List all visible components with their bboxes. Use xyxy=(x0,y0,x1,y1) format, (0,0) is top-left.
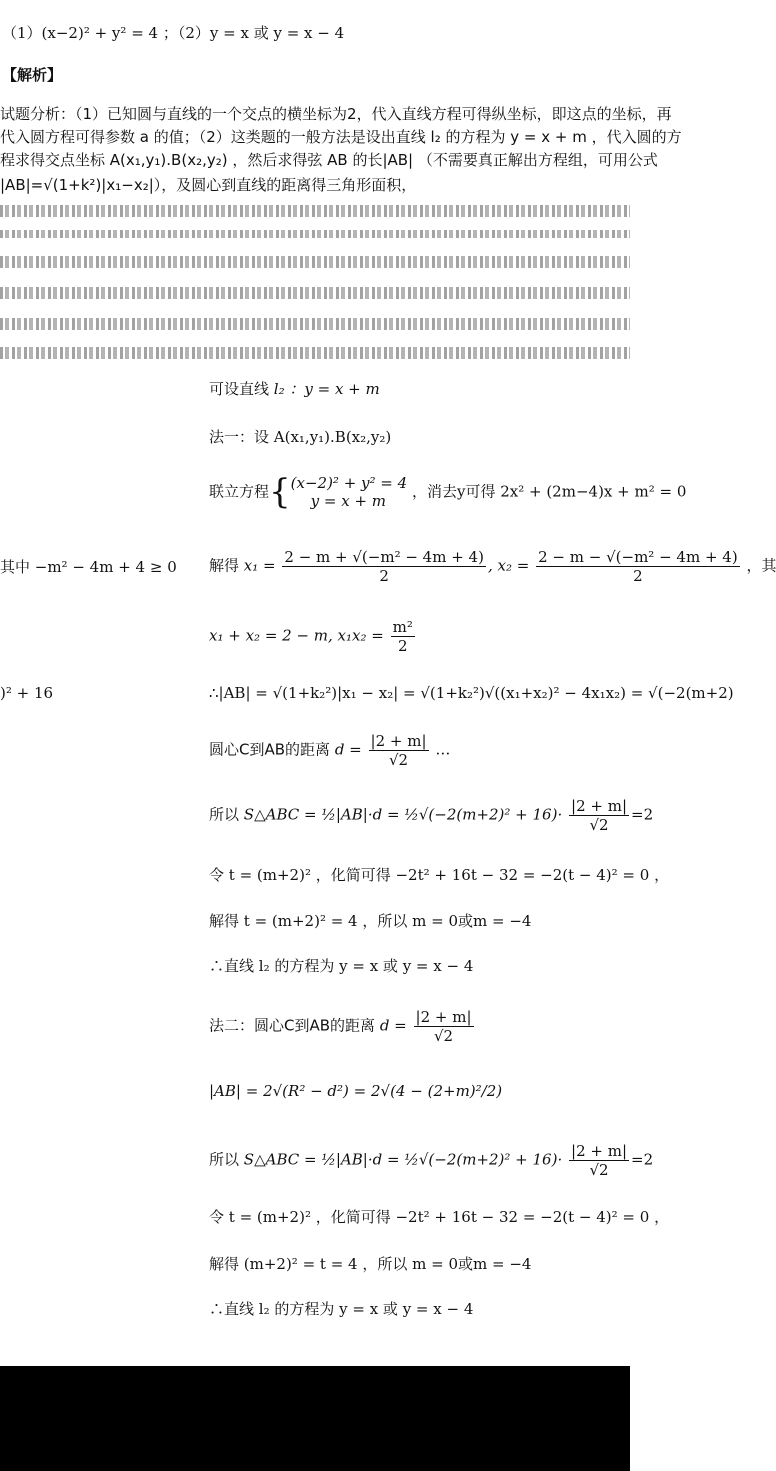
left-fragment-2: )² + 16 xyxy=(0,684,54,702)
step-16: 解得 (m+2)² = t = 4 ，所以 m = 0或m = −4 xyxy=(209,1255,532,1273)
intro-line-3: 程求得交点坐标 A(x₁,y₁).B(x₂,y₂) ，然后求得弦 AB 的长|AB| （不需要真正解出方程组，可用公式 xyxy=(0,151,658,169)
garbled-line xyxy=(0,205,630,217)
step-6: ∴|AB| = √(1+k₂²)|x₁ − x₂| = √(1+k₂²)√((x₁+x₂)² − 4x₁x₂) = √(−2(m+2) xyxy=(209,684,734,702)
intro-line-2: 代入圆方程可得参数 a 的值；（2）这类题的一般方法是设出直线 l₂ 的方程为 y = x + m ，代入圆的方 xyxy=(0,128,682,146)
black-footer-band xyxy=(0,1366,630,1471)
garbled-line xyxy=(0,230,630,238)
step-7: 圆心C到AB的距离 d = $\frac{|2 + m|}{√2}$ … xyxy=(209,732,451,769)
step-17: ∴直线 l₂ 的方程为 y = x 或 y = x − 4 xyxy=(209,1300,474,1318)
step-11: ∴直线 l₂ 的方程为 y = x 或 y = x − 4 xyxy=(209,957,474,975)
intro-line-1: 试题分析：（1）已知圆与直线的一个交点的横坐标为2，代入直线方程可得纵坐标，即这点的坐标，再 xyxy=(0,105,672,123)
step-13: |AB| = 2√(R² − d²) = 2√(4 − (2+m)²/2) xyxy=(209,1082,503,1100)
step-12: 法二：圆心C到AB的距离 d = $\frac{|2 + m|}{√2}$ xyxy=(209,1008,472,1045)
step-9: 令 t = (m+2)² ，化简可得 −2t² + 16t − 32 = −2(t − 4)² = 0 ， xyxy=(209,866,670,884)
garbled-line xyxy=(0,256,630,268)
intro-line-4: |AB|=√(1+k²)|x₁−x₂|），及圆心到直线的距离得三角形面积， xyxy=(0,176,417,194)
step-5: x₁ + x₂ = 2 − m, x₁x₂ = $\frac{\text{m²}}{2}$ xyxy=(209,618,413,655)
step-10: 解得 t = (m+2)² = 4 ，所以 m = 0或m = −4 xyxy=(209,912,532,930)
step-15: 令 t = (m+2)² ，化简可得 −2t² + 16t − 32 = −2(t − 4)² = 0 ， xyxy=(209,1208,670,1226)
step-3: 联立方程{ (x−2)² + y² = 4 y = x + m ，消去y可得 2x² + (2m−4)x + m² = 0 xyxy=(209,472,687,512)
garbled-line xyxy=(0,347,630,359)
left-fragment-1: 其中 −m² − 4m + 4 ≥ 0 xyxy=(0,558,177,576)
analysis-heading: 【解析】 xyxy=(2,66,63,84)
step-2: 法一：设 A(x₁,y₁).B(x₂,y₂) xyxy=(209,428,392,446)
step-4: 解得 x₁ = $\frac{\text{2 − m + √(−m² − 4m + 4)}}{2}$ , x₂ = $\frac{\text{2 − m − √(−m² − 4m + 4)}}{2}$ ，其 xyxy=(209,548,776,585)
step-1: 可设直线 l₂ ：y = x + m xyxy=(209,380,380,398)
garbled-line xyxy=(0,287,630,299)
step-8: 所以 S△ABC = ½|AB|·d = ½√(−2(m+2)² + 16)· $\frac{|2 + m|}{√2}$ =2 xyxy=(209,797,654,834)
garbled-line xyxy=(0,318,630,330)
step-14: 所以 S△ABC = ½|AB|·d = ½√(−2(m+2)² + 16)· $\frac{|2 + m|}{√2}$ =2 xyxy=(209,1142,654,1179)
answer-line: （1）(x−2)² + y² = 4 ；（2）y = x 或 y = x − 4 xyxy=(2,24,345,42)
